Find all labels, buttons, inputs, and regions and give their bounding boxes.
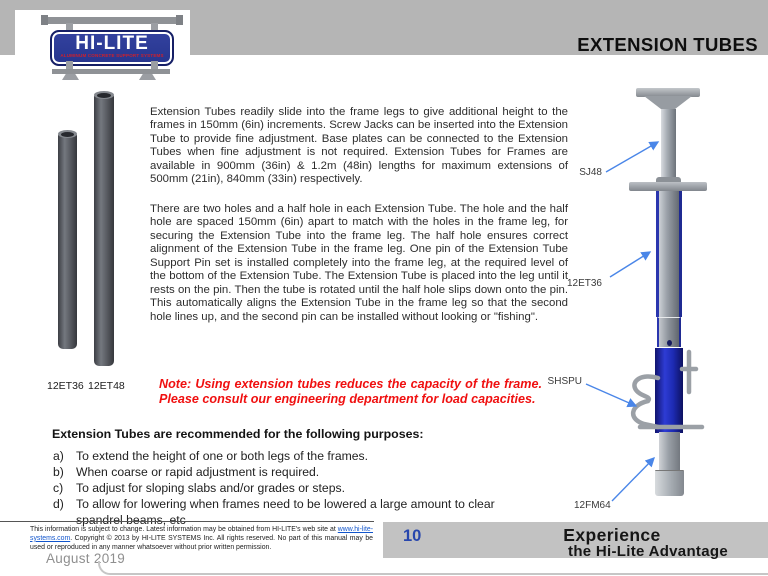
- note-line-2: Please consult our engineering department for load capacities.: [159, 392, 536, 407]
- fineprint-after-link: . Copyright © 2013 by HI-LITE SYSTEMS Inc. All rights reserved. No part of this manual may be used or reproduced in any manner whatsoever without prior written permission.: [30, 534, 373, 551]
- list-text: To extend the height of one or both legs of the frames.: [76, 449, 369, 463]
- purposes-heading: Extension Tubes are recommended for the following purposes:: [52, 427, 424, 441]
- list-marker: a): [53, 449, 64, 463]
- callout-arrows: [540, 85, 768, 522]
- page-bottom-border: [98, 561, 768, 575]
- logo-frame-bottom-rail: [52, 69, 170, 74]
- tube-label-12et48: 12ET48: [88, 380, 125, 392]
- logo-frame-foot: [62, 74, 79, 80]
- logo-frame-foot: [139, 74, 156, 80]
- list-marker: d): [53, 497, 64, 512]
- page-title: EXTENSION TUBES: [577, 34, 758, 55]
- list-text: To adjust for sloping slabs and/or grades or steps.: [76, 481, 345, 496]
- extension-tube-36-image: [58, 133, 77, 349]
- purposes-list: [53, 448, 531, 528]
- footer-divider: [0, 521, 374, 522]
- list-marker: c): [53, 481, 64, 496]
- extension-tube-48-image: [94, 94, 114, 366]
- assembly-figure: [540, 85, 768, 522]
- slogan: [510, 525, 760, 560]
- label-12fm64: 12FM64: [574, 500, 611, 511]
- list-text: When coarse or rapid adjustment is required.: [76, 465, 320, 480]
- slogan-line2: the Hi-Lite Advantage: [568, 543, 728, 560]
- brand-text: HI-LITE: [75, 33, 149, 54]
- hi-lite-logo: [15, 10, 190, 78]
- list-marker: b): [53, 465, 64, 480]
- arrow-icon: [586, 384, 636, 406]
- list-item: [53, 448, 531, 464]
- arrow-icon: [610, 252, 650, 277]
- fineprint-before-link: This information is subject to change. Latest information may be obtained from HI-LITE's web site at: [30, 526, 338, 533]
- fineprint-text: [30, 526, 373, 552]
- fineprint-link[interactable]: www.hi-lite-systems.com: [30, 526, 373, 542]
- label-shspu: SHSPU: [547, 376, 582, 387]
- footer-band: [383, 522, 768, 558]
- logo-frame-cap-left: [41, 15, 48, 25]
- list-item: [53, 480, 531, 496]
- arrow-icon: [612, 458, 654, 501]
- note-line-1: Note: Using extension tubes reduces the capacity of the frame.: [159, 377, 542, 391]
- capacity-note: [159, 377, 542, 408]
- date-text: August 2019: [46, 551, 126, 566]
- tube-label-12et36: 12ET36: [47, 380, 84, 392]
- list-text: To allow for lowering when frames need to be lowered a large amount to clear spandrel beams, etc: [76, 497, 495, 528]
- page-number: 10: [403, 527, 422, 545]
- label-12et36: 12ET36: [566, 278, 602, 289]
- tube-opening: [97, 93, 111, 98]
- body-paragraph-1: Extension Tubes readily slide into the frame legs to give additional height to the frames in 150mm (6in) increments. Screw Jacks can be inserted into the Extension Tube to provide fine adjustment. Base plates can be connected to the Extension Tubes when fine adjustment is not required. Extension Tubes for Frames are available in 900mm (36in) & 1.2m (48in) lengths for maximum extensions of 500mm (21in), 840mm (33in) respectively.: [150, 106, 568, 186]
- tube-opening: [61, 132, 74, 137]
- body-paragraph-2: There are two holes and a half hole in each Extension Tube. The hole and the half hole are spaced 150mm (6in) apart to match with the holes in the frame leg, for securing the Extension Tube into the frame leg. The half hole ensures correct alignment of the Extension Tube in the frame leg. One pin of the Extension Tube Support Pin set is installed completely into the frame leg, at the required level of the bottom of the Extension Tube. The Extension Tube is placed into the leg until it rests on the pin. Then the tube is rotated until the half hole slips down onto the pin. This automatically aligns the Extension Tube in the frame leg so that the second hole lines up, and the second pin can be installed without looking or "fishing".: [150, 203, 568, 323]
- logo-frame-cap-right: [176, 15, 183, 25]
- arrow-icon: [606, 142, 658, 172]
- label-sj48: SJ48: [579, 167, 602, 178]
- list-item: [53, 464, 531, 480]
- slogan-line1: Experience: [563, 525, 661, 545]
- brand-tagline: ALUMINUM CONCRETE SUPPORT SYSTEMS: [60, 53, 164, 58]
